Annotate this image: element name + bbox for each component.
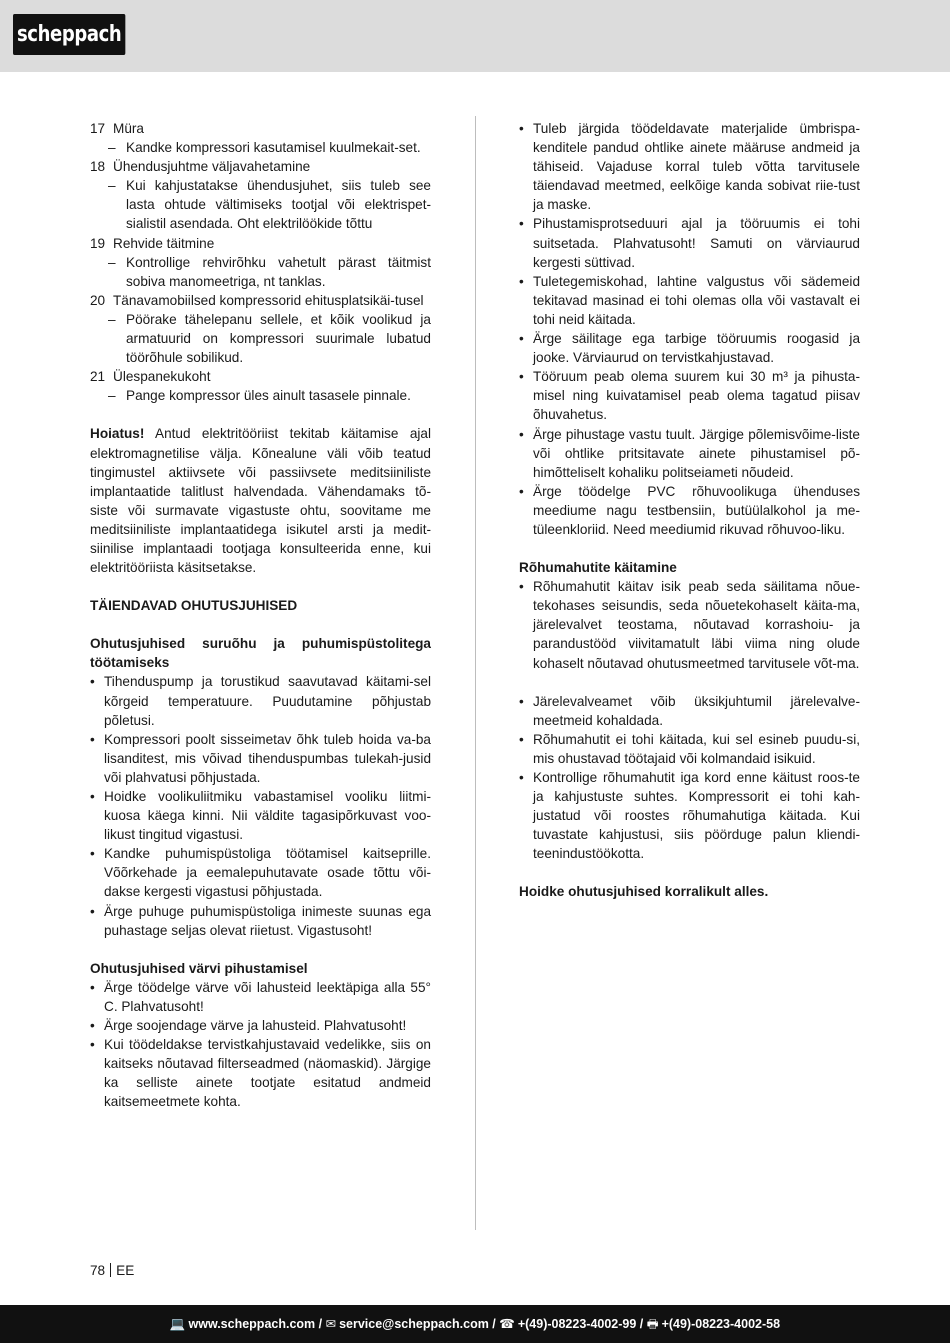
subsection-title-compressed-air: Ohutusjuhised suruõhu ja puhumispüstolitega töötamiseks	[90, 636, 431, 671]
list-item: • Hoidke voolikuliitmiku vabastamisel vooliku liitmi-kuosa käega kinni. Nii väldite tagasipõrkuvast voo-likust tingitud vigastusi.	[90, 787, 431, 844]
warning-paragraph	[90, 424, 431, 577]
page-number: 78	[90, 1263, 106, 1278]
computer-icon: 💻	[169, 1317, 186, 1331]
section-title: TÄIENDAVAD OHUTUSJUHISED	[90, 598, 298, 614]
paint-spraying-bullets	[90, 978, 431, 1112]
contact-separator: /	[315, 1317, 326, 1331]
list-item: • Ärge töödelge PVC rõhuvoolikuga ühenduses meediume nagu testbensiin, butüülalkohol ja me-tüleenkloriid. Need meediumid rikuvad rõhuvoo-liku.	[519, 482, 860, 539]
list-item: • Ärge säilitage ega tarbige tööruumis roogasid ja jooke. Värviaurud on tervistkahjustavad.	[519, 329, 860, 367]
contact-separator: /	[488, 1317, 500, 1331]
paint-safety-bullets	[519, 119, 860, 539]
numbered-item	[90, 291, 431, 310]
phone-number: +(49)-08223-4002-99	[517, 1317, 637, 1331]
language-code: EE	[116, 1263, 135, 1278]
page-separator	[110, 1263, 111, 1277]
numbered-item	[90, 119, 431, 138]
list-item: • Kompressori poolt sisseimetav õhk tuleb hoida va-ba lisanditest, mis võivad tihenduspumbas tulekah-jusid või plahvatusi põhjustada.	[90, 730, 431, 787]
list-item: • Kandke puhumispüstoliga töötamisel kaitseprille. Võõrkehade ja eemalepuhutavate osade tõttu või-dakse kergesti vigastusi põhjustada.	[90, 844, 431, 901]
list-item: • Järelevalveamet võib üksikjuhtumil järelevalve-meetmeid kohaldada.	[519, 692, 860, 730]
dash-item: – Pöörake tähelepanu sellele, et kõik voolikud ja armatuurid on kompressori suurimale lubatud töörõhule sobilikud.	[90, 310, 431, 367]
dash-item: – Kontrollige rehvirõhku vahetult pärast täitmist sobiva manomeetriga, nt tanklas.	[90, 253, 431, 291]
subsection-title-pressure-vessels: Rõhumahutite käitamine	[519, 560, 677, 576]
subsection-title-paint-spraying: Ohutusjuhised värvi pihustamisel	[90, 960, 308, 976]
item-number: 20	[90, 292, 106, 308]
website-link[interactable]: www.scheppach.com	[188, 1317, 316, 1331]
dash-item: – Kandke kompressori kasutamisel kuulmekait-set.	[90, 138, 431, 157]
contact-footer	[0, 1305, 950, 1343]
warning-text: Antud elektritööriist tekitab käitamise ajal elektromagnetilise välja. Kõnealune väli võib teatud tingimustel aktiivsete või passiivsete meditsiiniliste implantaatide talitlust halvendada. Vähendamaks tõ-siste või surmavate vigastuste ohtu, soovitame me meditsiiniliste implantaatidega isikutel arsti ja medit-siinilise implantaadi tootjaga konsulteerida enne, kui elektritööriista käsitsetakse.	[90, 426, 431, 576]
item-number: 18	[90, 159, 106, 175]
item-number: 19	[90, 235, 106, 251]
list-item: • Pihustamisprotseduuri ajal ja tööruumis ei tohi suitsetada. Plahvatusoht! Samuti on värviaurud kergesti süttivad.	[519, 214, 860, 271]
item-title: Ülespanekukoht	[113, 369, 211, 385]
list-item: • Ärge pihustage vastu tuult. Järgige põlemisvõime-liste või ohtlike pritsitavate ainete pihustamisel põ-himõtteliselt kohaliku politseiameti nõudeid.	[519, 425, 860, 482]
numbered-item	[90, 157, 431, 176]
fax-icon: 🖶	[646, 1317, 659, 1331]
header-bar	[0, 0, 950, 72]
dash-item: – Kui kahjustatakse ühendusjuhet, siis tuleb see lasta ohtude vältimiseks tootjal või elektrispet-sialistil asendada. Oht elektrilöökide tõttu	[90, 176, 431, 233]
list-item: • Kui töödeldakse tervistkahjustavaid vedelikke, siis on kaitseks nõutavad filterseadmed (näomaskid). Järgige ka selliste ainete tootjate esitatud andmeid kaitsemeetmete kohta.	[90, 1035, 431, 1111]
list-item: • Rõhumahutit käitav isik peab seda säilitama nõue-tekohases seisundis, seda nõuetekohaselt käita-ma, järelevalvet teostama, nõutavad korrashoiu- ja parandustööd viivitamatult läbi viima ning olude kohaselt nõutavad ohutusmeetmed tarvitusele võt-ma.	[519, 577, 860, 672]
page-number-area	[90, 1261, 134, 1280]
item-number: 21	[90, 369, 106, 385]
contact-separator: /	[636, 1317, 647, 1331]
numbered-item	[90, 367, 431, 386]
list-item: • Tuleb järgida töödeldavate materjalide ümbrispa-kenditele pandud ohtlike ainete määruse andmeid ja tähiseid. Vajaduse korral tuleb võtta tarvitusele täiendavad meetmed, eelkõige kanda sobivat riie-tust ja maske.	[519, 119, 860, 214]
list-item: • Ärge soojendage värve ja lahusteid. Plahvatusoht!	[90, 1016, 431, 1035]
pressure-vessel-bullets-more	[519, 692, 860, 864]
fax-number: +(49)-08223-4002-58	[661, 1317, 781, 1331]
warning-label: Hoiatus!	[90, 426, 145, 442]
item-title: Rehvide täitmine	[113, 235, 215, 251]
right-column	[519, 119, 860, 902]
list-item: • Ärge töödelge värve või lahusteid leektäpiga alla 55° C. Plahvatusoht!	[90, 978, 431, 1016]
list-item: • Ärge puhuge puhumispüstoliga inimeste suunas ega puhastage seljas olevat riietust. Vigastusoht!	[90, 902, 431, 940]
item-title: Ühendusjuhtme väljavahetamine	[113, 159, 311, 175]
dash-item: – Pange kompressor üles ainult tasasele pinnale.	[90, 386, 431, 405]
left-column	[90, 119, 431, 1112]
closing-note: Hoidke ohutusjuhised korralikult alles.	[519, 884, 769, 900]
item-title: Müra	[113, 121, 144, 136]
compressed-air-bullets	[90, 672, 431, 939]
item-title: Tänavamobiilsed kompressorid ehitusplatsikäi-tusel	[113, 292, 424, 308]
item-number: 17	[90, 121, 106, 136]
column-divider	[475, 116, 476, 1230]
brand-logo: scheppach	[13, 14, 125, 55]
list-item: • Tihenduspump ja torustikud saavutavad käitami-sel kõrgeid temperatuure. Puudutamine põhjustab põletusi.	[90, 672, 431, 729]
pressure-vessel-bullets	[519, 577, 860, 672]
email-link[interactable]: service@scheppach.com	[339, 1317, 489, 1331]
list-item: • Rõhumahutit ei tohi käitada, kui sel esineb puudu-si, mis ohustavad töötajaid või kolmandaid isikuid.	[519, 730, 860, 768]
numbered-list	[90, 119, 431, 405]
phone-icon: ☎	[499, 1317, 515, 1331]
numbered-item	[90, 234, 431, 253]
list-item: • Tuletegemiskohad, lahtine valgustus või sädemeid tekitavad masinad ei tohi olemas olla või vastavalt ei tohi neid käitada.	[519, 272, 860, 329]
list-item: • Tööruum peab olema suurem kui 30 m³ ja pihusta-misel ning kuivatamisel peab olema tagatud piisav õhuvahetus.	[519, 367, 860, 424]
list-item: • Kontrollige rõhumahutit iga kord enne käitust roos-te ja kahjustuste suhtes. Kompressorit ei tohi kah-justatud või roostes rõhumahutiga käitada. Kui tuvastate kahjustusi, siis pöörduge palun kliendi-teenindustöökotta.	[519, 768, 860, 863]
mail-icon: ✉	[325, 1317, 337, 1331]
